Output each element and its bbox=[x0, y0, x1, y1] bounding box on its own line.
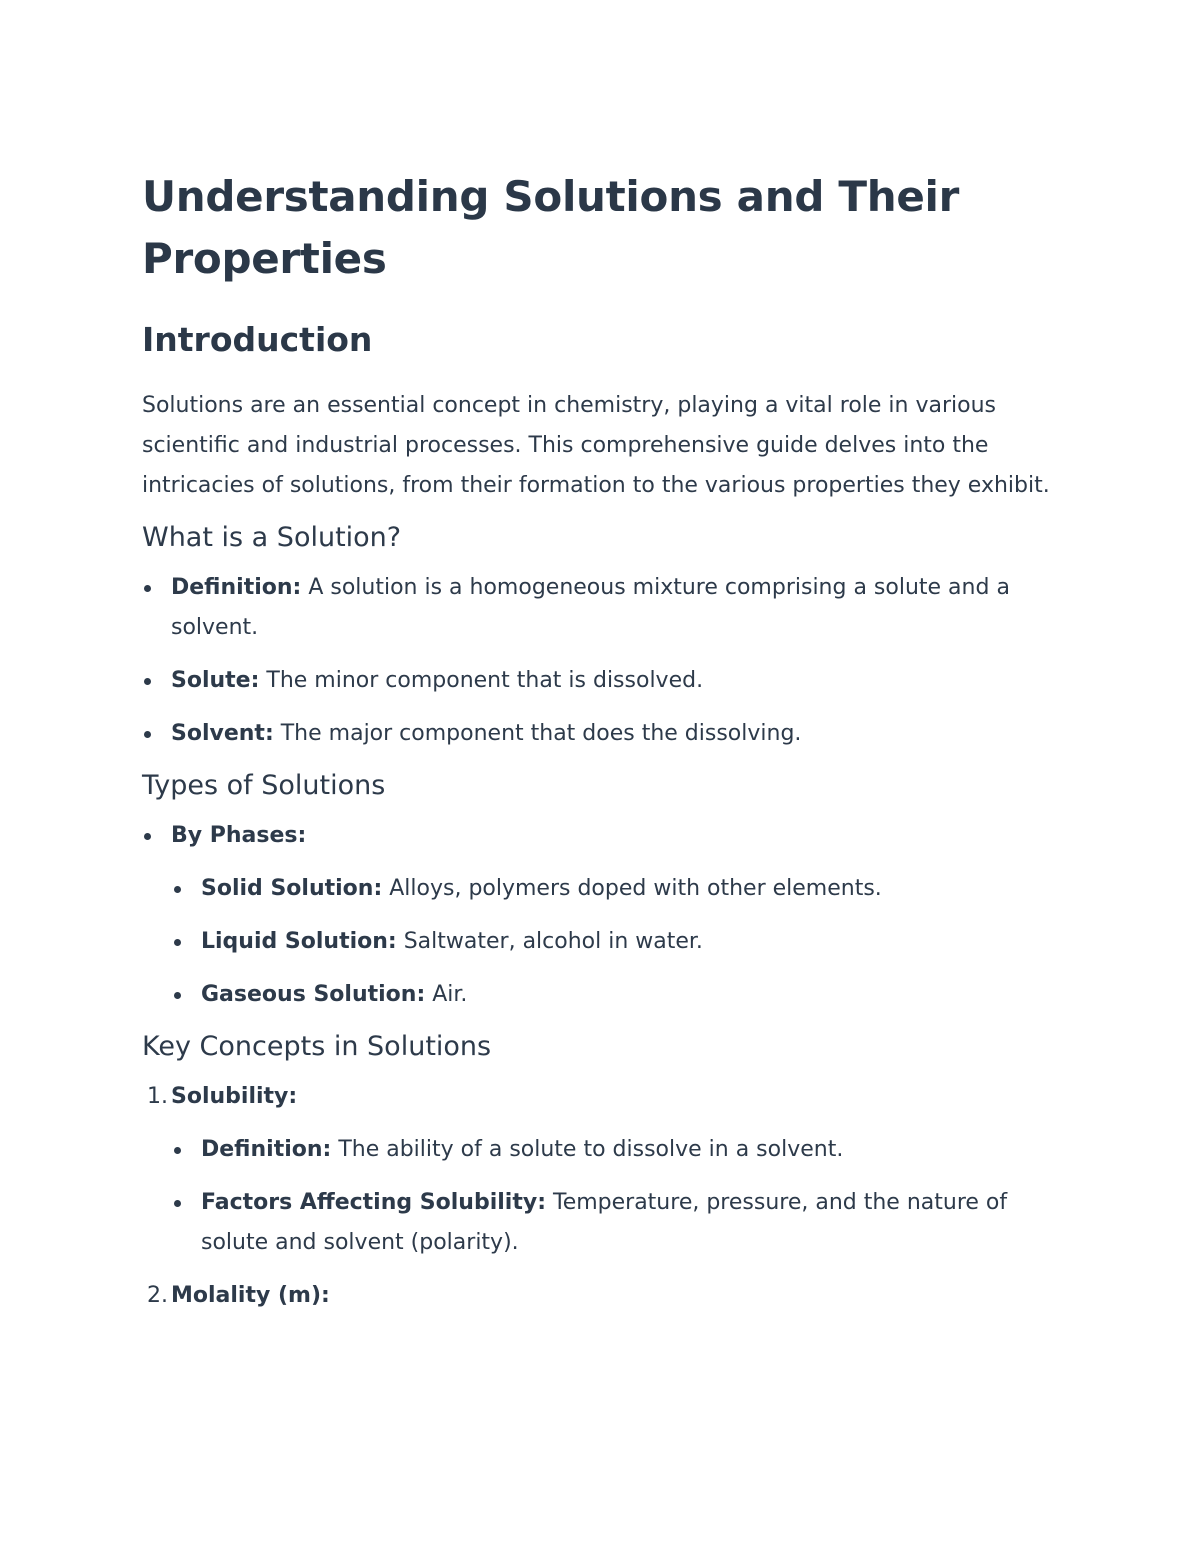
page-title: Understanding Solutions and Their Properties bbox=[142, 172, 960, 283]
item-text: Alloys, polymers doped with other elements. bbox=[382, 876, 882, 901]
types-list bbox=[142, 816, 1052, 1015]
item-number: 2. bbox=[147, 1283, 168, 1308]
item-text: The minor component that is dissolved. bbox=[259, 668, 704, 693]
intro-paragraph: Solutions are an essential concept in chemistry, playing a vital role in various scientific and industrial processes. This comprehensive guide delves into the intricacies of solutions, from their formation to the various properties they exhibit. bbox=[142, 393, 1050, 498]
list-item bbox=[142, 661, 1052, 701]
section-heading-key-concepts: Key Concepts in Solutions bbox=[142, 1031, 492, 1062]
item-number: 1. bbox=[147, 1084, 168, 1109]
item-text: The major component that does the dissolving. bbox=[273, 721, 802, 746]
item-text: Air. bbox=[425, 982, 468, 1007]
key-concepts-list bbox=[142, 1077, 1052, 1316]
list-item bbox=[172, 975, 1052, 1015]
bullet-icon bbox=[174, 1200, 181, 1207]
item-label: By Phases: bbox=[171, 823, 307, 848]
bullet-icon bbox=[174, 886, 181, 893]
numbered-item bbox=[142, 1276, 1052, 1316]
bullet-icon bbox=[144, 731, 151, 738]
numbered-item bbox=[142, 1077, 1052, 1117]
bullet-icon bbox=[174, 992, 181, 999]
item-text: Temperature, pressure, and the nature of solute and solvent (polarity). bbox=[201, 1190, 1008, 1255]
item-text: A solution is a homogeneous mixture comprising a solute and a solvent. bbox=[171, 575, 1010, 640]
item-label: Solvent: bbox=[171, 721, 274, 746]
item-label: Definition: bbox=[171, 575, 302, 600]
bullet-icon bbox=[174, 1147, 181, 1154]
item-label: Solute: bbox=[171, 668, 260, 693]
list-item bbox=[172, 1130, 1052, 1170]
item-label: Solubility: bbox=[171, 1084, 298, 1109]
section-heading-types-of-solutions: Types of Solutions bbox=[142, 770, 386, 801]
list-item bbox=[172, 1183, 1052, 1263]
what-is-solution-list bbox=[142, 568, 1052, 754]
list-item bbox=[142, 816, 1052, 856]
list-item bbox=[142, 714, 1052, 754]
list-item bbox=[172, 869, 1052, 909]
bullet-icon bbox=[144, 585, 151, 592]
item-label: Molality (m): bbox=[171, 1283, 330, 1308]
bullet-icon bbox=[144, 678, 151, 685]
section-heading-what-is-solution: What is a Solution? bbox=[142, 522, 402, 553]
bullet-icon bbox=[144, 833, 151, 840]
document-content bbox=[142, 166, 1052, 1329]
list-item bbox=[142, 568, 1052, 648]
item-label: Factors Affecting Solubility: bbox=[201, 1190, 546, 1215]
item-label: Gaseous Solution: bbox=[201, 982, 426, 1007]
item-text: The ability of a solute to dissolve in a solvent. bbox=[331, 1137, 844, 1162]
item-label: Definition: bbox=[201, 1137, 332, 1162]
item-label: Liquid Solution: bbox=[201, 929, 397, 954]
item-text: Saltwater, alcohol in water. bbox=[396, 929, 703, 954]
bullet-icon bbox=[174, 939, 181, 946]
section-heading-introduction: Introduction bbox=[142, 320, 373, 359]
list-item bbox=[172, 922, 1052, 962]
item-label: Solid Solution: bbox=[201, 876, 383, 901]
